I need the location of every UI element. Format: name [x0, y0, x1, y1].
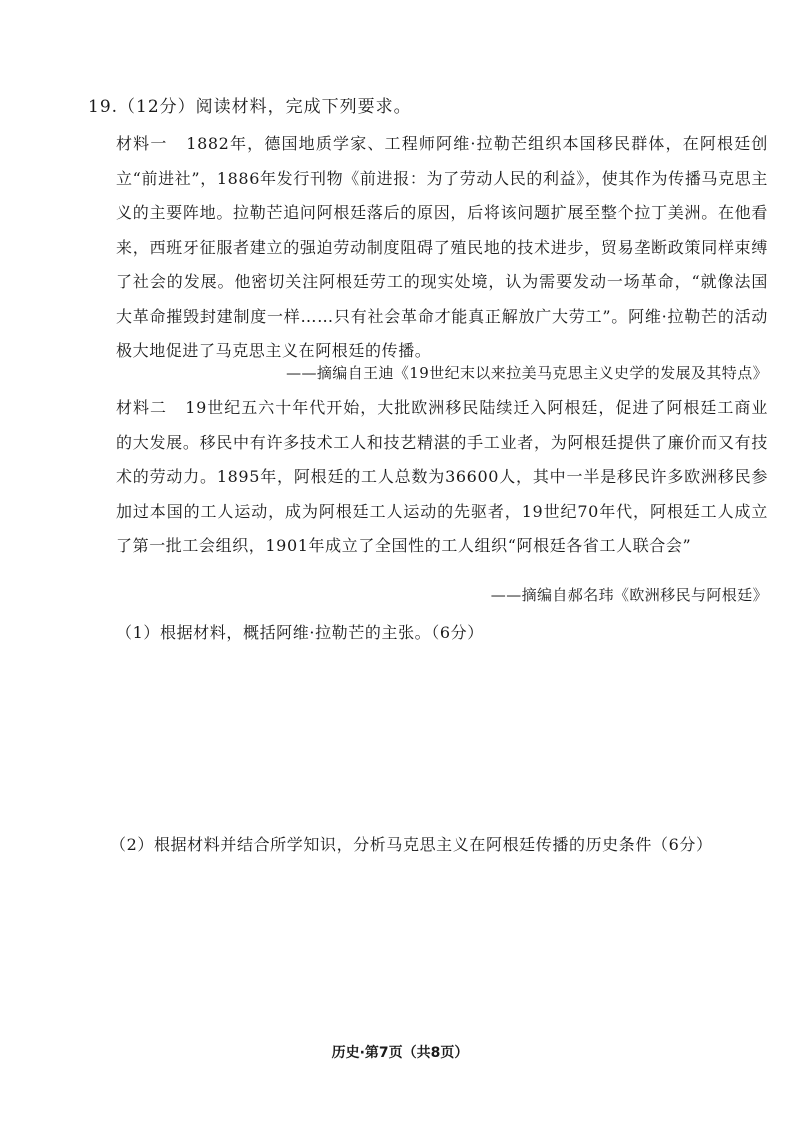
question-header: 19.（12分）阅读材料，完成下列要求。 — [88, 97, 412, 117]
material-two-source: ——摘编自郝名玮《欧洲移民与阿根廷》 — [490, 586, 768, 604]
material-one-label: 材料一 — [116, 134, 168, 153]
subquestion-1: （1）根据材料，概括阿维·拉勒芒的主张。（6分） — [116, 623, 484, 642]
material-one — [116, 127, 768, 369]
page-footer: 历史·第7页（共8页） — [331, 1045, 469, 1061]
material-two — [116, 391, 768, 564]
material-one-source: ——摘编自王迪《19世纪末以来拉美马克思主义史学的发展及其特点》 — [286, 364, 768, 382]
material-two-label: 材料二 — [116, 398, 168, 417]
material-one-text: 1882年，德国地质学家、工程师阿维·拉勒芒组织本国移民群体，在阿根廷创立“前进社”，1886年发行刊物《前进报：为了劳动人民的利益》，使其作为传播马克思主义的主要阵地。拉勒芒追问阿根廷落后的原因，后将该问题扩展至整个拉丁美洲。在他看来，西班牙征服者建立的强迫劳动制度阻碍了殖民地的技术进步，贸易垄断政策同样束缚了社会的发展。他密切关注阿根廷劳工的现实处境，认为需要发动一场革命，“就像法国大革命摧毁封建制度一样……只有社会革命才能真正解放广大劳工”。阿维·拉勒芒的活动极大地促进了马克思主义在阿根廷的传播。 — [116, 134, 768, 360]
material-two-text: 19世纪五六十年代开始，大批欧洲移民陆续迁入阿根廷，促进了阿根廷工商业的大发展。移民中有许多技术工人和技艺精湛的手工业者，为阿根廷提供了廉价而又有技术的劳动力。1895年，阿根廷的工人总数为36600人，其中一半是移民许多欧洲移民参加过本国的工人运动，成为阿根廷工人运动的先驱者，19世纪70年代，阿根廷工人成立了第一批工会组织，1901年成立了全国性的工人组织“阿根廷各省工人联合会” — [116, 398, 768, 555]
subquestion-2: （2）根据材料并结合所学知识，分析马克思主义在阿根廷传播的历史条件（6分） — [110, 835, 713, 854]
